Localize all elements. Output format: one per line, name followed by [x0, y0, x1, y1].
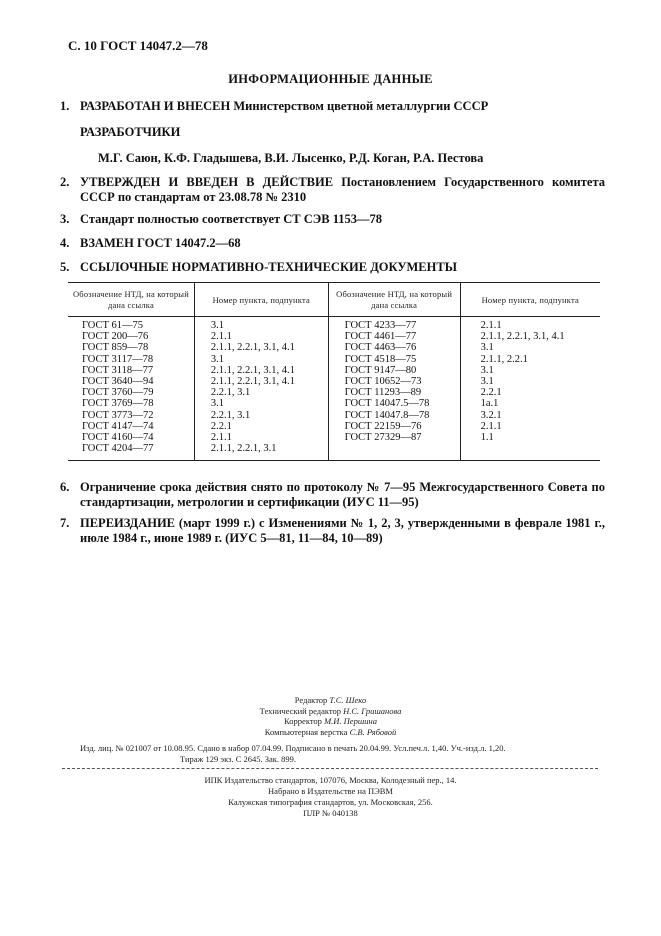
left-clause-cell: 2.1.1, 2.2.1, 3.1, 4.1 — [210, 364, 295, 376]
left-clause-cell: 2.2.1, 3.1 — [210, 387, 251, 399]
left-doc-cell: ГОСТ 4147—74 — [82, 420, 154, 432]
left-doc-cell: ГОСТ 3117—78 — [82, 353, 154, 365]
item-2-text: УТВЕРЖДЕН И ВВЕДЕН В ДЕЙСТВИЕ Постановлением Государственного комитета СССР по стандартам от 23.08.78 № 2310 — [80, 175, 605, 204]
page-header: С. 10 ГОСТ 14047.2—78 — [68, 38, 208, 53]
item-5 — [60, 259, 605, 275]
right-clause-cell: 2.1.1 — [480, 320, 502, 331]
right-doc-cell: ГОСТ 9147—80 — [344, 364, 417, 376]
right-clause-cell: 3.1 — [480, 376, 494, 388]
left-doc-cell: ГОСТ 200—76 — [82, 331, 149, 343]
left-clause-cell: 2.2.1 — [210, 420, 232, 432]
right-clause-cell: 3.1 — [480, 342, 494, 354]
corrector-line: Корректор М.И. Першина — [284, 716, 377, 726]
publisher-line: ИПК Издательство стандартов, 107076, Москва, Колодезный пер., 14. — [204, 775, 457, 785]
left-doc-cell: ГОСТ 3773—72 — [82, 409, 154, 421]
printer-line: Калужская типография стандартов, ул. Московская, 256. — [228, 797, 433, 807]
right-doc-cell: ГОСТ 4461—77 — [344, 331, 417, 343]
left-clause-cell: 2.2.1, 3.1 — [210, 409, 251, 421]
layout-line: Компьютерная верстка С.В. Рябовой — [264, 726, 397, 737]
item-6-text: Ограничение срока действия снято по протоколу № 7—95 Межгосударственного Совета по стандартизации, метрологии и сертификации (ИУС 11—95) — [80, 480, 605, 509]
layout-name: С.В. Рябовой — [349, 726, 397, 737]
item-3 — [60, 211, 605, 227]
item-1 — [60, 98, 605, 114]
item-4 — [60, 235, 605, 251]
corrector-name: М.И. Першина — [324, 716, 377, 726]
item-6-number: 6. — [60, 480, 70, 494]
editor-line: Редактор Т.С. Шеко — [294, 695, 367, 705]
item-1-text: РАЗРАБОТАН И ВНЕСЕН Министерством цветной металлургии СССР — [80, 99, 489, 113]
dashed-divider — [62, 768, 598, 769]
item-2-number: 2. — [60, 175, 70, 189]
item-4-text: ВЗАМЕН ГОСТ 14047.2—68 — [80, 236, 241, 250]
plr-line: ПЛР № 040138 — [303, 808, 358, 818]
right-doc-cell: ГОСТ 4233—77 — [344, 320, 417, 331]
page-title: ИНФОРМАЦИОННЫЕ ДАННЫЕ — [228, 72, 433, 86]
developers-heading: РАЗРАБОТЧИКИ — [80, 125, 181, 139]
right-doc-cell: ГОСТ 10652—73 — [344, 376, 422, 388]
left-clause-cell: 2.1.1 — [210, 432, 232, 444]
right-doc-cell: ГОСТ 14047.5—78 — [344, 398, 430, 410]
right-doc-cell: ГОСТ 11293—89 — [344, 387, 422, 399]
right-clause-cell: 2.1.1 — [480, 420, 502, 432]
left-doc-cell: ГОСТ 3769—78 — [82, 398, 154, 410]
item-5-text: ССЫЛОЧНЫЕ НОРМАТИВНО-ТЕХНИЧЕСКИЕ ДОКУМЕНТЫ — [80, 260, 457, 274]
publication-info — [80, 743, 640, 765]
col-header-clause-right: Номер пункта, подпункта — [460, 283, 600, 317]
col-header-doc-left: Обозначение НТД, на который дана ссылка — [68, 283, 194, 317]
right-clause-cell: 2.2.1 — [480, 387, 502, 399]
left-doc-cell: ГОСТ 859—78 — [82, 342, 149, 354]
left-clause-cell: 2.1.1, 2.2.1, 3.1 — [210, 443, 277, 455]
table-header-row — [68, 283, 600, 317]
item-3-text: Стандарт полностью соответствует СТ СЭВ 1153—78 — [80, 212, 383, 226]
left-clause-cell: 2.1.1, 2.2.1, 3.1, 4.1 — [210, 342, 295, 354]
right-clause-cell: 3.2.1 — [480, 409, 502, 421]
developers-list: М.Г. Саюн, К.Ф. Гладышева, В.И. Лысенко, Р.Д. Коган, Р.А. Пестова — [98, 151, 484, 165]
item-2 — [60, 175, 605, 205]
left-clause-cell: 3.1 — [210, 398, 225, 410]
right-clause-cell: 2.1.1, 2.2.1, 3.1, 4.1 — [480, 331, 565, 343]
right-clause-cell: 1.1 — [480, 432, 494, 444]
left-clause-cell: 3.1 — [210, 320, 225, 331]
item-4-number: 4. — [60, 236, 70, 250]
right-clause-cell: 1а.1 — [480, 398, 499, 410]
references-table — [68, 282, 600, 461]
editor-name: Т.С. Шеко — [329, 695, 367, 705]
printing-info — [0, 775, 661, 819]
left-doc-cell: ГОСТ 4160—74 — [82, 432, 154, 444]
right-doc-cell: ГОСТ 27329—87 — [344, 432, 422, 444]
right-clause-cell: 3.1 — [480, 364, 494, 376]
left-clause-cell: 3.1 — [210, 353, 225, 365]
left-doc-cell: ГОСТ 4204—77 — [82, 443, 154, 455]
right-clause-column — [460, 317, 600, 461]
left-doc-column — [68, 317, 194, 461]
right-clause-cell: 2.1.1, 2.2.1 — [480, 353, 528, 365]
col-header-doc-right: Обозначение НТД, на который дана ссылка — [328, 283, 460, 317]
left-doc-cell: ГОСТ 61—75 — [82, 320, 144, 331]
left-clause-column — [194, 317, 328, 461]
item-5-number: 5. — [60, 260, 70, 274]
right-doc-cell: ГОСТ 22159—76 — [344, 420, 422, 432]
item-6 — [60, 480, 605, 510]
item-7-text: ПЕРЕИЗДАНИЕ (март 1999 г.) с Изменениями № 1, 2, 3, утвержденными в феврале 1981 г., июле 1984 г., июне 1989 г. (ИУС 5—81, 11—84, 10—89) — [80, 516, 605, 545]
left-doc-cell: ГОСТ 3640—94 — [82, 376, 154, 388]
table-body-row — [68, 317, 600, 461]
item-7-number: 7. — [60, 516, 70, 530]
tech-editor-line: Технический редактор Н.С. Гришанова — [259, 705, 402, 716]
typeset-line: Набрано в Издательстве на ПЭВМ — [268, 786, 393, 796]
col-header-clause-left: Номер пункта, подпункта — [194, 283, 328, 317]
item-3-number: 3. — [60, 212, 70, 226]
circulation-line: Тираж 129 экз. С 2645. Зак. 899. — [180, 754, 297, 764]
right-doc-cell: ГОСТ 14047.8—78 — [344, 409, 430, 421]
item-7 — [60, 516, 605, 546]
right-doc-column — [328, 317, 460, 461]
license-line: Изд. лиц. № 021007 от 10.08.95. Сдано в набор 07.04.99. Подписано в печать 20.04.99. Усл.печ.л. 1,40. Уч.-изд.л. 1,20. — [80, 743, 506, 753]
editorial-credits — [0, 695, 661, 737]
right-doc-cell: ГОСТ 4518—75 — [344, 353, 417, 365]
left-doc-cell: ГОСТ 3118—77 — [82, 364, 154, 376]
left-doc-cell: ГОСТ 3760—79 — [82, 387, 154, 399]
tech-editor-name: Н.С. Гришанова — [343, 705, 402, 716]
item-1-number: 1. — [60, 99, 70, 113]
left-clause-cell: 2.1.1, 2.2.1, 3.1, 4.1 — [210, 376, 295, 388]
right-doc-cell: ГОСТ 4463—76 — [344, 342, 417, 354]
left-clause-cell: 2.1.1 — [210, 331, 232, 343]
